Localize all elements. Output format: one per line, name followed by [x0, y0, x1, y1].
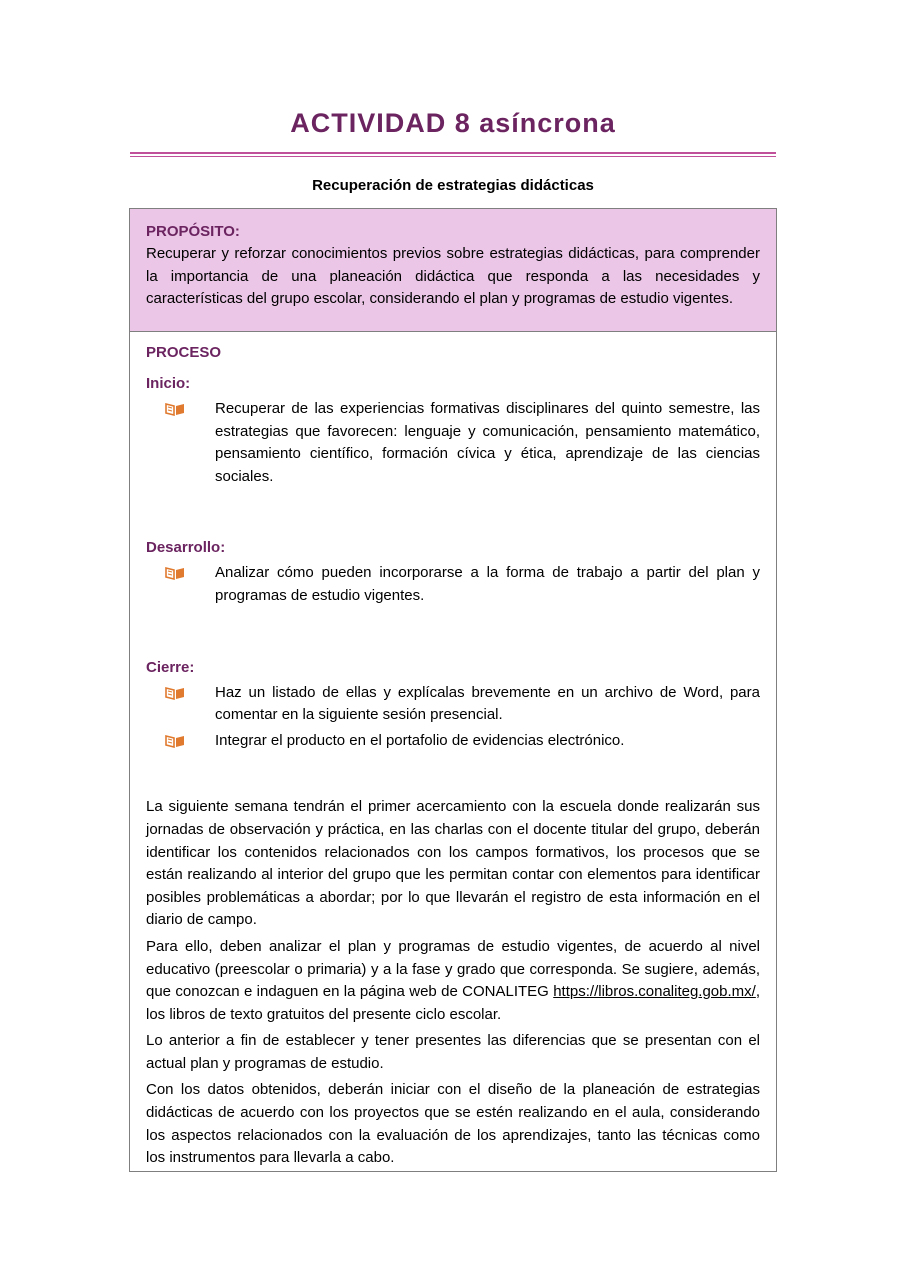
conaliteg-link[interactable]: https://libros.conaliteg.gob.mx/ [553, 983, 756, 1001]
purpose-label: PROPÓSITO: [146, 223, 240, 240]
book-icon [165, 734, 185, 748]
page-title: ACTIVIDAD 8 asíncrona [290, 108, 616, 138]
book-icon [165, 566, 185, 580]
list-item [146, 398, 760, 488]
closing-paragraph-2-tail: , los libros de texto gratuitos del presente ciclo escolar. [146, 983, 760, 1023]
desarrollo-item-text: Analizar cómo pueden incorporarse a la forma de trabajo a partir del plan y programas de estudio vigentes. [215, 564, 760, 604]
closing-paragraph-4: Con los datos obtenidos, deberán iniciar con el diseño de la planeación de estrategias didácticas de acuerdo con los proyectos que se estén realizando en el aula, considerando los aspectos relacionados con la evaluación de los aprendizajes, tanto las técnicas como los instrumentos para llevarla a cabo. [146, 1081, 760, 1167]
cierre-label: Cierre: [146, 658, 195, 676]
process-section [130, 332, 776, 1170]
closing-paragraph-3: Lo anterior a fin de establecer y tener presentes las diferencias que se presentan con el actual plan y programas de estudio. [146, 1032, 760, 1072]
purpose-text: Recuperar y reforzar conocimientos previos sobre estrategias didácticas, para comprender la importancia de una planeación didáctica que responda a las necesidades y características del grupo escolar, considerando el plan y programas de estudio vigentes. [146, 245, 760, 308]
process-label: PROCESO [146, 344, 222, 361]
purpose-section [130, 209, 776, 332]
title-divider [130, 152, 776, 157]
page-subtitle: Recuperación de estrategias didácticas [312, 177, 594, 194]
list-item [146, 682, 760, 727]
inicio-item-text: Recuperar de las experiencias formativas disciplinares del quinto semestre, las estrategias que favorecen: lenguaje y comunicación, pensamiento matemático, pensamiento científico, formación cívica y ética, aprendizaje de las ciencias sociales. [215, 400, 760, 485]
closing-paragraph-1: La siguiente semana tendrán el primer acercamiento con la escuela donde realizarán sus jornadas de observación y práctica, en las charlas con el docente titular del grupo, deberán identificar los contenidos relacionados con los campos formativos, los procesos que se están realizando al interior del grupo que les permitan contar con elementos para identificar posibles problemáticas a abordar; por lo que llevarán el registro de esta información en el diario de campo. [146, 798, 760, 929]
list-item [146, 730, 760, 753]
book-icon [165, 402, 185, 416]
inicio-label: Inicio: [146, 375, 191, 392]
book-icon [165, 686, 185, 700]
closing-paragraph-2 [146, 936, 760, 1026]
cierre-item-text: Haz un listado de ellas y explícalas brevemente en un archivo de Word, para comentar en la siguiente sesión presencial. [215, 683, 760, 724]
closing-section [146, 796, 760, 1170]
closing-paragraph-2-text: Para ello, deben analizar el plan y programas de estudio vigentes, de acuerdo al nivel educativo (preescolar o primaria) y a la fase y grado que corresponda. Se sugiere, además, que conozcan e indaguen en la página web de CONALITEG [146, 937, 760, 1001]
desarrollo-label: Desarrollo: [146, 539, 226, 557]
activity-box [129, 208, 777, 1172]
list-item [146, 562, 760, 607]
cierre-item-text: Integrar el producto en el portafolio de evidencias electrónico. [215, 731, 625, 749]
